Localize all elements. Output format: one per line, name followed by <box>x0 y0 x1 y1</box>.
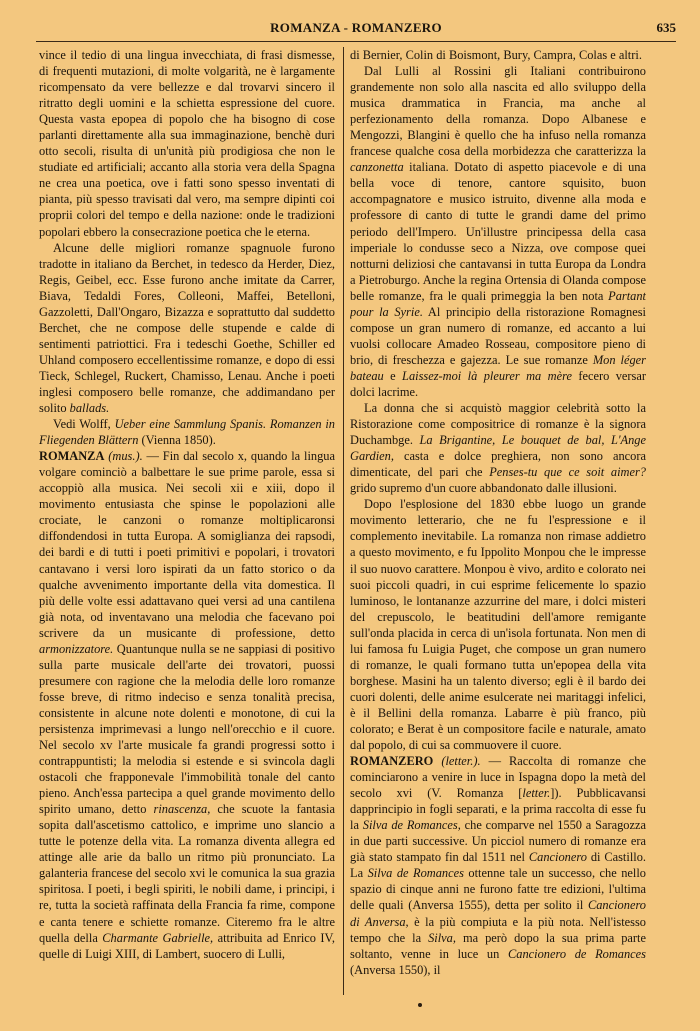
entry-headword: ROMANZA <box>39 449 105 464</box>
page-title: ROMANZA - ROMANZERO <box>270 20 442 35</box>
page-header <box>36 14 676 38</box>
paragraph-reference: Vedi Wolff, Ueber eine Sammlung Spanis. Romanzen in Fliegenden Blättern (Vienna 1850). <box>39 417 335 448</box>
right-column <box>350 47 646 997</box>
paragraph-duchambge: La donna che si acquistò maggior celebrità sotto la Ristorazione come compositrice di romanze è la signora Duchambge. La Brigantine, Le bouquet de bal, L'Ange Gardien, casta e dolce preghiera, non sono ancora dimenticate, del pari che Penses-tu que ce soit aimer? grido supremo d'un cuore abbandonato dalle illusioni. <box>350 401 646 496</box>
page-number: 635 <box>656 20 676 35</box>
left-column <box>39 47 335 997</box>
paragraph-epopea: vince il tedio di una lingua invecchiata, di frasi dismesse, di frequenti mutazioni, di molte volgarità, ne è largamente ricompensato da vere bellezze e dal trovarvi sincero il ritratto degli uomini e la schietta espressione del cuore. Questa vasta epopea di popolo che ha bisogno di cose parlanti direttamente alla sua immaginazione, benchè duri otto secoli, risulta di un'unità più prodigiosa che non le studiate ed artificiali; accanto alla storia vera della Spagna ne crea una poetica, ove i fatti sono spesso inventati di pianta, più spesso travisati dal vero, ma sempre dipinti coi proprii colori del tempo e della nazione: onde le tradizioni popolari ebbero la consecrazione poetica che le eterna. <box>39 48 335 239</box>
entry-category: (letter.). <box>441 754 481 769</box>
paragraph-1830: Dopo l'esplosione del 1830 ebbe luogo un grande movimento letterario, che ne fu l'espressione e il complemento inevitabile. La romanza non rimase addietro a questo movimento, e fu Ippolito Monpou che le impresse il suo nuovo carattere. Monpou è vivo, ardito e colorato nei suoi piccoli quadri, in cui esprime felicemente lo spazio luminoso, le lontananze azzurrine del mare, i dolci misteri del crepuscolo, le beatitudini dell'amore remigante sull'onda placida in cerca di un'isola fortunata. Non men di lui famosa fu Luigia Puget, che compose un gran numero di romanze, le quali formano tutta un'epopea della vita borghese. Masini ha un talento diverso; egli è il bardo dei cuori dolenti, delle anime esulcerate nei maritaggi infelici, è il Bellini della romanza. Labarre è più franco, più colorato; e Berat è un compositore facile e naturale, amato dal popolo, di cui sa commuovere il cuore. <box>350 497 646 753</box>
paragraph-italiani: Dal Lulli al Rossini gli Italiani contribuirono grandemente non solo alla nascita ed allo sviluppo della musica drammatica in Francia, ma anche al perfezionamento della romanza. Dopo Albanese e Mengozzi, Blangini è quello che ha infuso nella romanza francese qualche cosa della morbidezza che caratterizza la canzonetta italiana. Dotato di aspetto piacevole e di una bella voce di tenore, cantore squisito, buon accompagnatore e musico istruito, divenne alla moda e professore di canto di tutte le grandi dame del primo periodo dell'Impero. Un'illustre principessa della casa imperiale lo condusse seco a Nizza, ove compose quei notturni deliziosi che cantavansi in tutta Europa da Londra a Pietroburgo. Anche la regina Ortensia di Olanda compose belle romanze, fra le quali primeggia la ben nota Partant pour la Syrie. Al principio della ristorazione Romagnesi compose un gran numero di romanze, ed accanto a lui vuolsi collocare Amadeo Rosseau, compositore pieno di brio, di freschezza e gajezza. Le sue romanze Mon léger bateau e Laissez-moi là pleurer ma mère fecero versar dolci lacrime. <box>350 64 646 399</box>
entry-romanza-mus: ROMANZA (mus.). — Fin dal secolo x, quando la lingua volgare cominciò a balbettare le sue prime parole, essa si accoppiò alla musica. Nei secoli xii e xiii, dopo il movimento entusiasta che spinse le popolazioni alle crociate, le canzoni o romanze moltiplicaronsi diffondendosi in tutta Europa. A somiglianza dei rapsodi, dei bardi e di tutti i poeti primitivi e popolari, i trovatori cantavano i versi loro ispirati da un fatto storico o da qualche avvenimento importante della vita domestica. Il più delle volte essi adattavano quei versi ad una cantilena già nota, od inventavano una melodia che facevano poi scrivere da un musicante di professione, detto armonizzatore. Quantunque nulla se ne sappiasi di positivo sulla parte musicale dell'arte dei trovatori, puossi presumere con ragione che la melodia delle loro romanze fosse breve, di ritmo indeciso e senza tonalità precisa, consistente in alcune note dolenti e monotone, di cui la persistenza imprimevasi a lungo nell'orecchio e il cuore. Nel secolo xv l'arte musicale fa grandi progressi sotto i contrappuntisti; la melodia si estende e si svincola dagli ostacoli che frapponevale l'immobilità tonale del canto pieno. Anch'essa partecipa a quel grande movimento dello spirito umano, detto rinascenza, che scuote la fantasia sopita dall'ascetismo cattolico, e imprime uno slancio a tutte le potenze della vita. La romanza diventa allegra ed attinge alle arie da ballo un ritmo più pronunciato. La galanteria francese del secolo xvi le comunica la sua grazia spiritosa. I poeti, i begli spiriti, le nobili dame, i principi, i re, tutta la società raffinata della Francia fa rime, compone e canta tenere e schiette romanze. Citeremo fra le altre quella della Charmante Gabrielle, attribuita ad Enrico IV, quelle di Luigi XIII, di Lambert, suocero di Lulli, <box>39 449 335 961</box>
footer-dot <box>418 1003 422 1007</box>
header-rule <box>36 41 676 42</box>
paragraph-traduzioni: Alcune delle migliori romanze spagnuole furono tradotte in italiano da Berchet, in tedesco da Herder, Diez, Regis, Geibel, ecc. Esse furono anche imitate da Carrer, Biava, Tedaldi Fores, Colleoni, Maffei, Betelloni, Gazzoletti, Dall'Ongaro, Bizazza e soprattutto dal suddetto Berchet, che ne compose delle stupende e calde di sentimenti patriottici. Fra i tedeschi Goethe, Schiller ed Uhland composero eccellentissime romanze, e dopo di essi Tieck, Schlegel, Ruckert, Chamisso, Lenau. Anche i poeti inglesi composero belle romanze, che addimandano per solito ballads. <box>39 240 335 416</box>
paragraph-continuation: di Bernier, Colin di Boismont, Bury, Campra, Colas e altri. <box>350 48 642 62</box>
column-divider <box>343 47 344 995</box>
entry-romanzero: ROMANZERO (letter.). — Raccolta di romanze che cominciarono a venire in luce in Ispagna dopo la metà del secolo xvi (V. Romanza [letter.]). Pubblicavansi dapprincipio in fogli separati, e la prima raccolta di esse fu la Silva de Romances, che comparve nel 1550 a Saragozza in due parti successive. Un picciol numero di romanze era già stato stampato fin dal 1511 nel Cancionero di Castillo. La Silva de Romances ottenne tale un successo, che nello spazio di cinque anni ne furono fatte tre edizioni, l'ultima delle quali (Anversa 1555), detta per solito il Cancionero di Anversa, è la più compiuta e la più nota. Nell'istesso tempo che la Silva, ma però dopo la sua prima parte soltanto, venne in luce un Cancionero de Romances (Anversa 1550), il <box>350 754 646 977</box>
entry-category: (mus.). <box>108 449 143 464</box>
entry-headword: ROMANZERO <box>350 754 434 769</box>
